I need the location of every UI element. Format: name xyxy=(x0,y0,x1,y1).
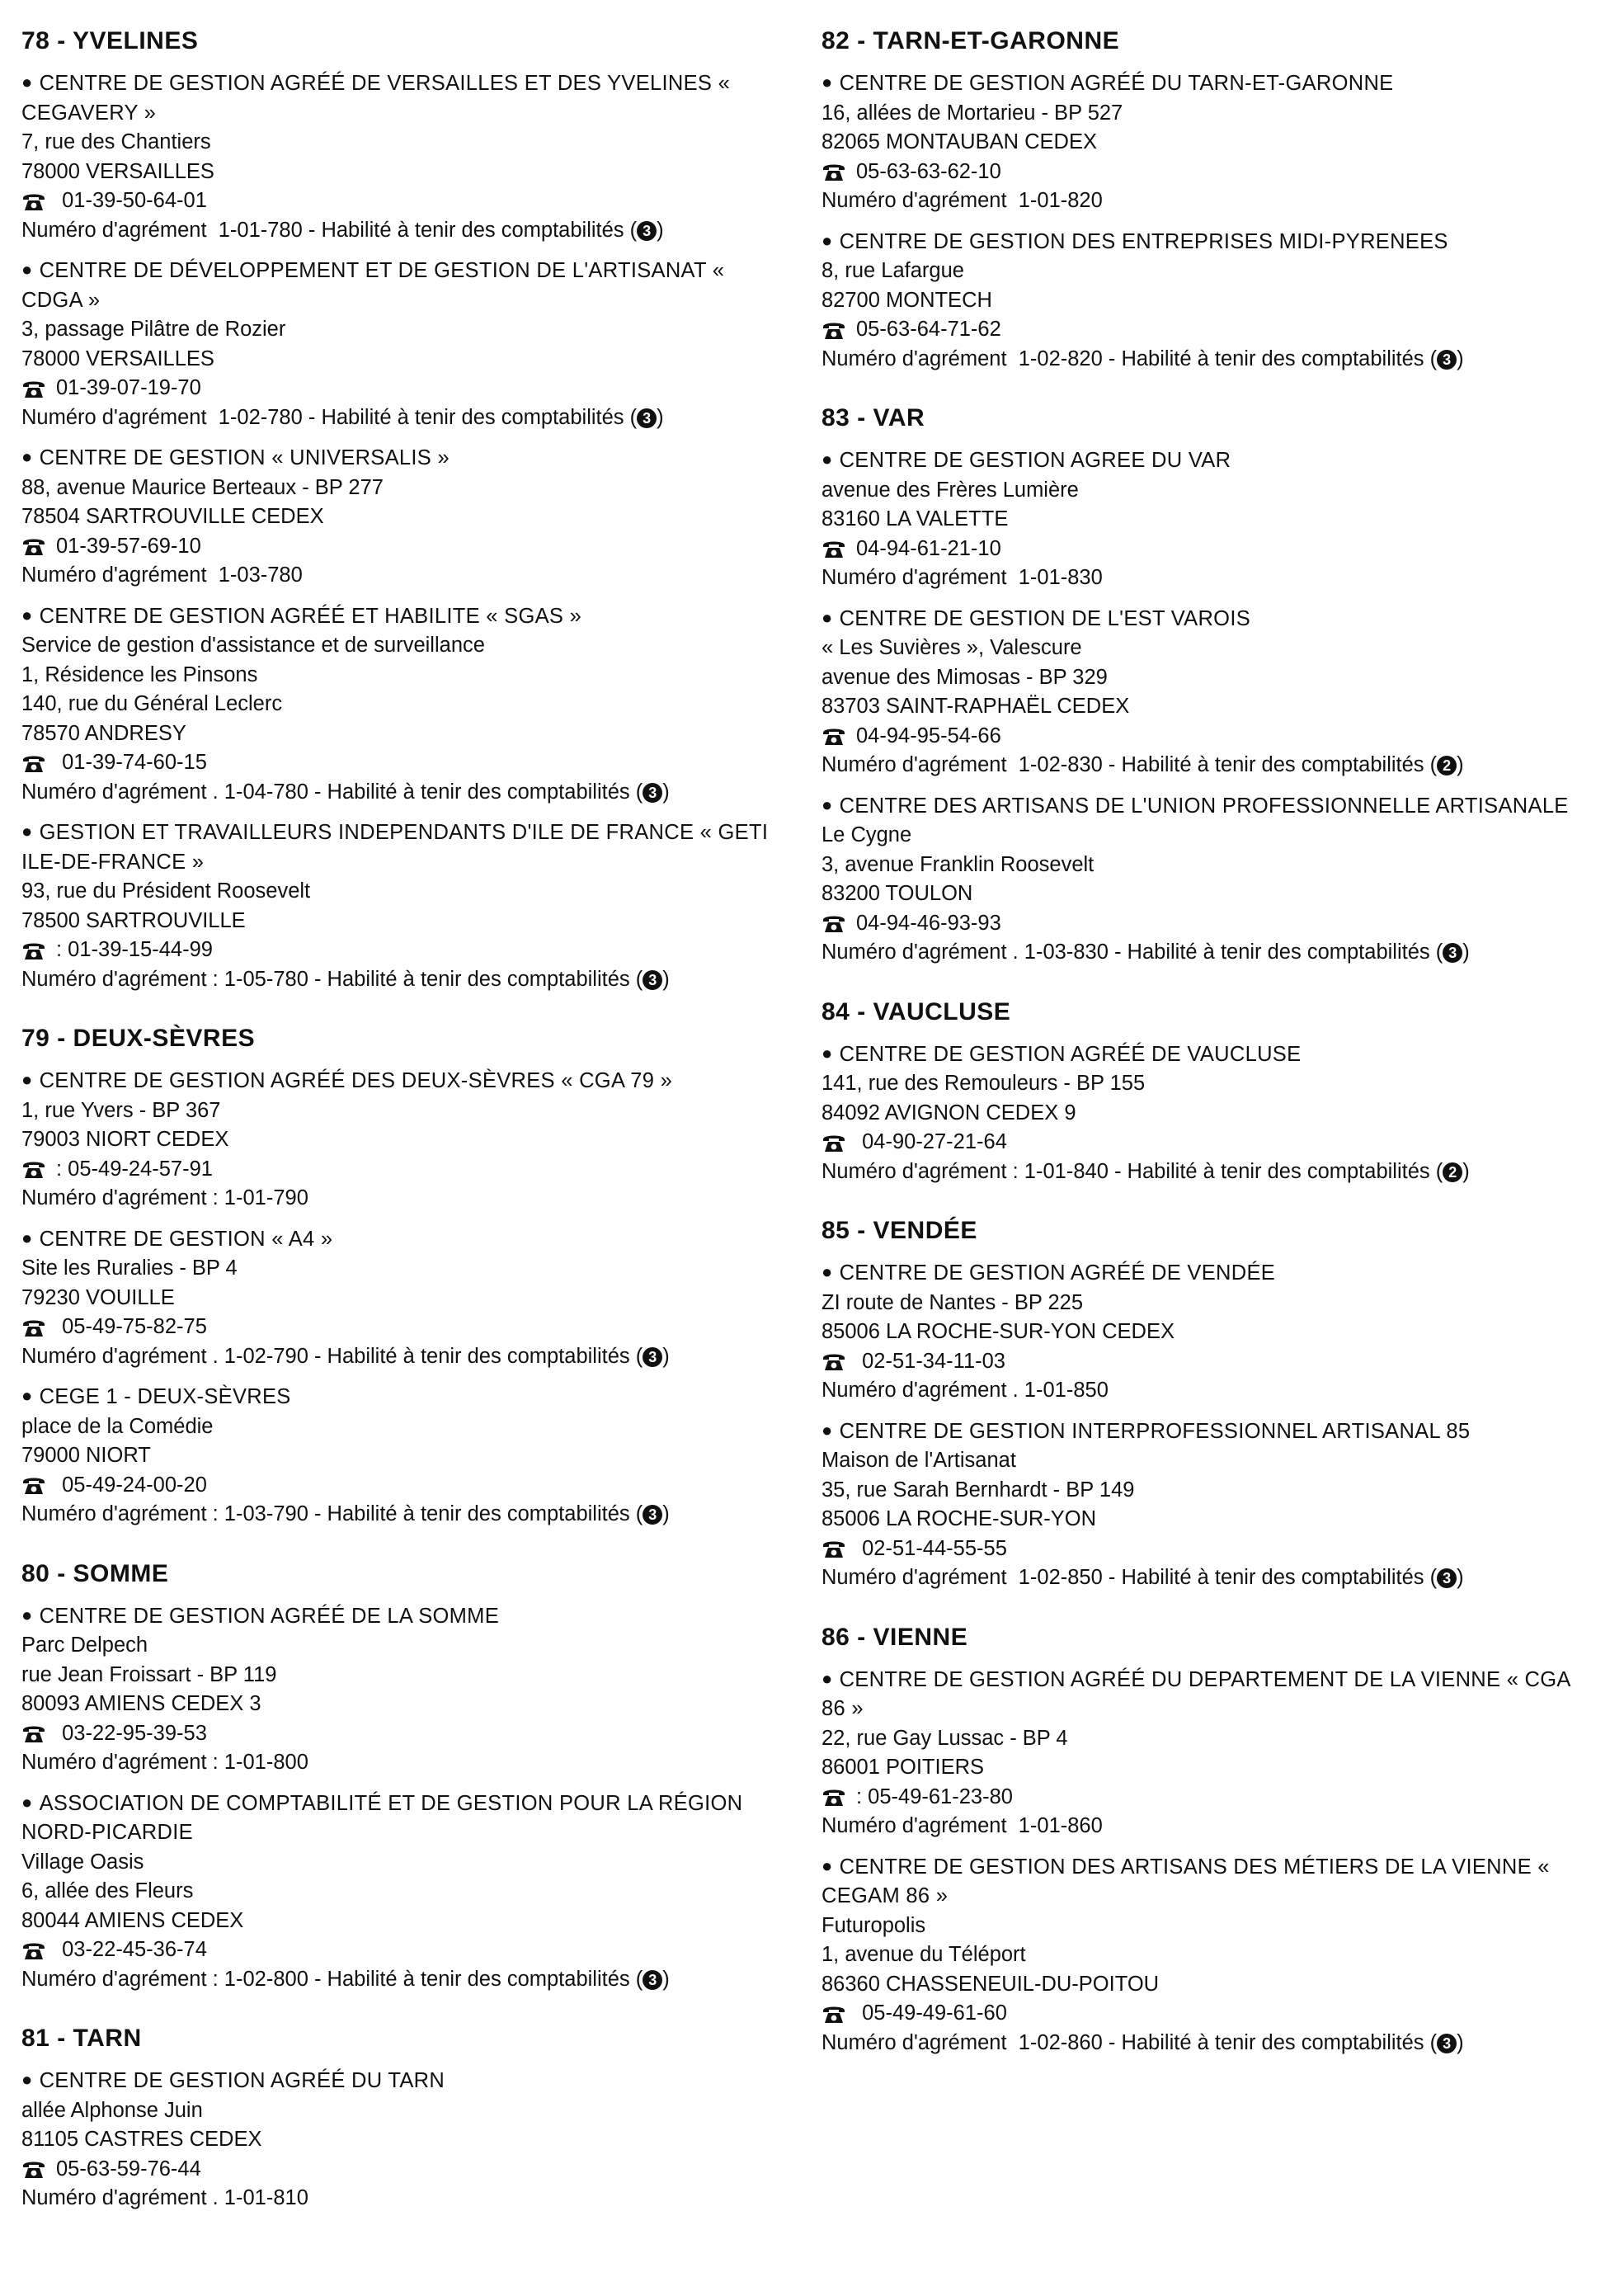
address-line: 78000 VERSAILLES xyxy=(21,159,214,183)
telephone-icon xyxy=(21,940,46,961)
agrement-line xyxy=(21,1500,780,1530)
address-line: 80093 AMIENS CEDEX 3 xyxy=(21,1692,261,1715)
directory-entry xyxy=(21,2065,780,2213)
address-line: 78500 SARTROUVILLE xyxy=(21,908,246,932)
phone-number: : 05-49-24-57-91 xyxy=(56,1157,213,1181)
department-section xyxy=(21,1558,780,1995)
agrement-line xyxy=(21,1965,780,1995)
agrement-text: Numéro d'agrément 1-02-820 - Habilité à tenir des comptabilités ( xyxy=(821,347,1438,370)
entry-name xyxy=(21,1381,780,1412)
phone-line xyxy=(21,748,780,778)
telephone-icon xyxy=(821,912,846,934)
address-line: 22, rue Gay Lussac - BP 4 xyxy=(821,1726,1068,1750)
entry-name-text: CENTRE DES ARTISANS DE L'UNION PROFESSIONNELLE ARTISANALE xyxy=(839,794,1569,818)
directory-entry xyxy=(821,603,1580,780)
entry-name-text: CENTRE DE GESTION AGRÉÉ DE VAUCLUSE xyxy=(839,1042,1302,1066)
department-heading: 84 - VAUCLUSE xyxy=(821,997,1011,1025)
entry-name-text: CENTRE DE GESTION AGRÉÉ DE VENDÉE xyxy=(839,1261,1276,1285)
phone-number: 01-39-74-60-15 xyxy=(56,751,207,774)
agrement-line xyxy=(821,186,1580,216)
phone-line xyxy=(21,186,780,216)
bullet-icon: ● xyxy=(21,1385,33,1406)
bullet-icon: ● xyxy=(21,604,33,625)
circled-number-icon: 3 xyxy=(643,1505,662,1525)
phone-line xyxy=(21,1719,780,1749)
address-line: 78000 VERSAILLES xyxy=(21,347,214,370)
phone-line xyxy=(821,1535,1580,1564)
agrement-line xyxy=(821,1812,1580,1841)
bullet-icon: ● xyxy=(21,1791,33,1813)
address-line: 88, avenue Maurice Berteaux - BP 277 xyxy=(21,475,384,499)
telephone-icon xyxy=(21,1158,46,1180)
entry-name-text: CENTRE DE GESTION AGRÉÉ DU DEPARTEMENT DE LA VIENNE « CGA 86 » xyxy=(821,1667,1576,1720)
directory-entry xyxy=(821,1851,1580,2058)
directory-entry xyxy=(21,255,780,432)
department-section xyxy=(821,1214,1580,1593)
entry-name-text: GESTION ET TRAVAILLEURS INDEPENDANTS D'ILE DE FRANCE « GETI ILE-DE-FRANCE » xyxy=(21,821,774,874)
agrement-text: Numéro d'agrément : 1-02-800 - Habilité à tenir des comptabilités ( xyxy=(21,1967,643,1991)
bullet-icon: ● xyxy=(821,794,833,815)
address-line: 3, avenue Franklin Roosevelt xyxy=(821,852,1095,876)
directory-entry xyxy=(21,1065,780,1214)
agrement-text: Numéro d'agrément : 1-01-790 xyxy=(21,1186,308,1209)
phone-line xyxy=(21,374,780,403)
agrement-line xyxy=(21,1748,780,1778)
entry-name xyxy=(821,603,1580,634)
bullet-icon: ● xyxy=(21,259,33,280)
bullet-icon: ● xyxy=(821,1042,833,1063)
address-line: 82065 MONTAUBAN CEDEX xyxy=(821,130,1097,153)
entry-name-text: CEGE 1 - DEUX-SÈVRES xyxy=(39,1385,291,1408)
closing-parenthesis: ) xyxy=(1457,1566,1464,1589)
right-column xyxy=(821,25,1580,2086)
entry-name xyxy=(821,1851,1580,1912)
address-line: 140, rue du Général Leclerc xyxy=(21,692,283,715)
address-line: Village Oasis xyxy=(21,1850,144,1874)
agrement-line xyxy=(821,563,1580,593)
circled-number-icon: 2 xyxy=(1437,756,1457,776)
address-line: Parc Delpech xyxy=(21,1634,148,1657)
phone-line xyxy=(21,1471,780,1501)
directory-entry xyxy=(21,68,780,245)
phone-number: 01-39-50-64-01 xyxy=(56,189,207,212)
phone-number: 03-22-45-36-74 xyxy=(56,1938,207,1961)
telephone-icon xyxy=(821,1786,846,1808)
bullet-icon: ● xyxy=(821,449,833,469)
bullet-icon: ● xyxy=(21,1069,33,1090)
address-line: Futuropolis xyxy=(821,1913,926,1937)
phone-number: 01-39-57-69-10 xyxy=(56,534,201,558)
address-line: place de la Comédie xyxy=(21,1414,214,1438)
department-section xyxy=(821,25,1580,374)
agrement-text: Numéro d'agrément : 1-03-790 - Habilité à tenir des comptabilités ( xyxy=(21,1502,643,1525)
address-line: 83200 TOULON xyxy=(821,882,973,905)
entry-name xyxy=(821,68,1580,99)
agrement-text: Numéro d'agrément 1-01-820 xyxy=(821,189,1103,212)
agrement-line xyxy=(21,561,780,591)
address-line: « Les Suvières », Valescure xyxy=(821,636,1082,659)
phone-line xyxy=(821,722,1580,752)
address-line: 78570 ANDRESY xyxy=(21,721,186,745)
phone-number: 02-51-34-11-03 xyxy=(856,1349,1005,1373)
directory-entry xyxy=(821,1039,1580,1187)
entry-name xyxy=(821,1664,1580,1724)
entry-name xyxy=(821,445,1580,476)
bullet-icon: ● xyxy=(21,821,33,842)
department-section xyxy=(21,2022,780,2213)
department-section xyxy=(21,1022,780,1530)
phone-line xyxy=(821,1999,1580,2029)
agrement-line xyxy=(821,1376,1580,1406)
circled-number-icon: 3 xyxy=(643,1347,662,1367)
agrement-text: Numéro d'agrément . 1-03-830 - Habilité à tenir des comptabilités ( xyxy=(821,941,1443,964)
address-line: allée Alphonse Juin xyxy=(21,2098,203,2122)
address-line: 1, Résidence les Pinsons xyxy=(21,662,258,686)
department-heading: 82 - TARN-ET-GARONNE xyxy=(821,27,1120,54)
entry-name xyxy=(21,1788,780,1848)
directory-entry xyxy=(821,68,1580,216)
entry-name-text: CENTRE DE DÉVELOPPEMENT ET DE GESTION DE L'ARTISANAT « CDGA » xyxy=(21,259,731,312)
address-line: Maison de l'Artisanat xyxy=(821,1449,1016,1472)
agrement-text: Numéro d'agrément . 1-04-780 - Habilité à tenir des comptabilités ( xyxy=(21,780,643,804)
entry-name xyxy=(821,1416,1580,1447)
entry-name-text: CENTRE DE GESTION AGRÉÉ DE VERSAILLES ET DES YVELINES « CEGAVERY » xyxy=(21,72,737,125)
entry-name xyxy=(21,817,780,877)
bullet-icon: ● xyxy=(821,229,833,251)
address-line: 141, rue des Remouleurs - BP 155 xyxy=(821,1072,1146,1095)
circled-number-icon: 3 xyxy=(637,408,657,428)
address-line: rue Jean Froissart - BP 119 xyxy=(21,1662,277,1686)
agrement-text: Numéro d'agrément : 1-05-780 - Habilité à tenir des comptabilités ( xyxy=(21,967,643,991)
circled-number-icon: 3 xyxy=(1437,1568,1457,1588)
address-line: avenue des Mimosas - BP 329 xyxy=(821,665,1108,689)
phone-number: 05-63-63-62-10 xyxy=(856,159,1001,183)
department-heading: 80 - SOMME xyxy=(21,1559,169,1587)
phone-line xyxy=(821,1783,1580,1813)
department-section xyxy=(821,996,1580,1187)
bullet-icon: ● xyxy=(821,1261,833,1282)
telephone-icon xyxy=(21,1723,46,1744)
agrement-text: Numéro d'agrément . 1-01-810 xyxy=(21,2186,308,2209)
directory-entry xyxy=(21,1381,780,1530)
agrement-text: Numéro d'agrément 1-02-860 - Habilité à tenir des comptabilités ( xyxy=(821,2030,1438,2054)
directory-entry xyxy=(21,442,780,591)
directory-entry xyxy=(821,1664,1580,1841)
phone-line xyxy=(21,1155,780,1185)
circled-number-icon: 3 xyxy=(637,221,657,241)
entry-name-text: CENTRE DE GESTION « A4 » xyxy=(39,1227,333,1251)
agrement-line xyxy=(21,2184,780,2213)
entry-name-text: CENTRE DE GESTION DES ENTREPRISES MIDI-PYRENEES xyxy=(839,229,1448,253)
department-heading: 78 - YVELINES xyxy=(21,27,199,54)
left-column xyxy=(21,25,780,2242)
telephone-icon xyxy=(21,191,46,212)
directory-entry xyxy=(21,1223,780,1372)
closing-parenthesis: ) xyxy=(662,780,670,804)
closing-parenthesis: ) xyxy=(662,967,670,991)
address-line: 83160 LA VALETTE xyxy=(821,507,1009,530)
directory-entry xyxy=(21,1601,780,1778)
telephone-icon xyxy=(21,535,46,557)
phone-line xyxy=(21,532,780,562)
entry-name xyxy=(821,226,1580,257)
address-line: 85006 LA ROCHE-SUR-YON CEDEX xyxy=(821,1320,1175,1343)
telephone-icon xyxy=(21,1474,46,1496)
closing-parenthesis: ) xyxy=(657,218,664,242)
agrement-line xyxy=(21,965,780,995)
department-section xyxy=(821,402,1580,968)
directory-entry xyxy=(821,1416,1580,1593)
address-line: 35, rue Sarah Bernhardt - BP 149 xyxy=(821,1478,1135,1502)
entry-name-text: ASSOCIATION DE COMPTABILITÉ ET DE GESTION POUR LA RÉGION NORD-PICARDIE xyxy=(21,1791,749,1844)
entry-name xyxy=(821,790,1580,822)
phone-number: : 05-49-61-23-80 xyxy=(856,1784,1013,1808)
agrement-text: Numéro d'agrément : 1-01-800 xyxy=(21,1751,308,1774)
phone-number: 03-22-95-39-53 xyxy=(56,1721,207,1745)
address-line: 16, allées de Mortarieu - BP 527 xyxy=(821,101,1123,125)
phone-line xyxy=(821,158,1580,187)
entry-name-text: CENTRE DE GESTION AGRÉÉ DES DEUX-SÈVRES « CGA 79 » xyxy=(39,1069,673,1092)
entry-name-text: CENTRE DE GESTION AGRÉÉ DU TARN xyxy=(39,2069,445,2092)
department-heading: 85 - VENDÉE xyxy=(821,1217,977,1244)
agrement-line xyxy=(21,216,780,246)
address-line: 81105 CASTRES CEDEX xyxy=(21,2128,262,2151)
bullet-icon: ● xyxy=(21,1227,33,1248)
address-line: 8, rue Lafargue xyxy=(821,259,964,282)
address-line: Site les Ruralies - BP 4 xyxy=(21,1256,238,1280)
agrement-text: Numéro d'agrément . 1-01-850 xyxy=(821,1379,1109,1402)
bullet-icon: ● xyxy=(821,1855,833,1876)
phone-number: 04-90-27-21-64 xyxy=(856,1130,1007,1153)
telephone-icon xyxy=(821,1538,846,1559)
bullet-icon: ● xyxy=(821,1667,833,1689)
directory-entry xyxy=(821,226,1580,375)
address-line: 78504 SARTROUVILLE CEDEX xyxy=(21,505,324,528)
address-line: 3, passage Pilâtre de Rozier xyxy=(21,318,286,341)
agrement-text: Numéro d'agrément 1-01-830 xyxy=(821,566,1103,589)
telephone-icon xyxy=(821,725,846,747)
agrement-text: Numéro d'agrément : 1-01-840 - Habilité à tenir des comptabilités ( xyxy=(821,1159,1443,1183)
entry-name xyxy=(21,601,780,632)
entry-name xyxy=(821,1039,1580,1070)
address-line: 80044 AMIENS CEDEX xyxy=(21,1908,244,1932)
address-line: ZI route de Nantes - BP 225 xyxy=(821,1290,1084,1314)
address-line: 79000 NIORT xyxy=(21,1444,151,1467)
agrement-line xyxy=(21,403,780,433)
address-line: Service de gestion d'assistance et de surveillance xyxy=(21,634,485,657)
address-line: 86001 POITIERS xyxy=(821,1756,985,1779)
phone-number: 04-94-46-93-93 xyxy=(856,911,1001,935)
address-line: 86360 CHASSENEUIL-DU-POITOU xyxy=(821,1972,1160,1996)
bullet-icon: ● xyxy=(21,1604,33,1625)
circled-number-icon: 3 xyxy=(1443,943,1462,963)
telephone-icon xyxy=(821,319,846,341)
phone-line xyxy=(21,2155,780,2185)
telephone-icon xyxy=(21,1940,46,1961)
closing-parenthesis: ) xyxy=(1457,347,1464,370)
telephone-icon xyxy=(821,538,846,559)
agrement-line xyxy=(21,1342,780,1372)
circled-number-icon: 3 xyxy=(1437,2034,1457,2053)
telephone-icon xyxy=(21,752,46,774)
phone-number: 04-94-61-21-10 xyxy=(856,536,1001,560)
agrement-line xyxy=(21,1184,780,1214)
address-line: avenue des Frères Lumière xyxy=(821,478,1079,502)
phone-line xyxy=(821,315,1580,345)
address-line: 79230 VOUILLE xyxy=(21,1285,175,1309)
address-line: 82700 MONTECH xyxy=(821,288,992,312)
entry-name-text: CENTRE DE GESTION AGRÉÉ DE LA SOMME xyxy=(39,1604,500,1628)
agrement-text: Numéro d'agrément 1-02-850 - Habilité à tenir des comptabilités ( xyxy=(821,1566,1438,1589)
entry-name-text: CENTRE DE GESTION « UNIVERSALIS » xyxy=(39,446,450,469)
closing-parenthesis: ) xyxy=(657,405,664,429)
agrement-line xyxy=(821,1563,1580,1593)
closing-parenthesis: ) xyxy=(662,1967,670,1991)
address-line: 7, rue des Chantiers xyxy=(21,130,211,153)
address-line: 6, allée des Fleurs xyxy=(21,1879,194,1902)
telephone-icon xyxy=(821,2003,846,2025)
agrement-line xyxy=(821,751,1580,780)
agrement-text: Numéro d'agrément 1-01-780 - Habilité à tenir des comptabilités ( xyxy=(21,218,638,242)
telephone-icon xyxy=(21,2158,46,2180)
phone-number: 05-49-24-00-20 xyxy=(56,1473,207,1497)
entry-name xyxy=(21,442,780,474)
address-line: 84092 AVIGNON CEDEX 9 xyxy=(821,1101,1076,1124)
agrement-line xyxy=(821,345,1580,375)
closing-parenthesis: ) xyxy=(662,1344,670,1368)
entry-name-text: CENTRE DE GESTION DE L'EST VAROIS xyxy=(839,606,1251,630)
telephone-icon xyxy=(21,1317,46,1338)
circled-number-icon: 3 xyxy=(643,783,662,803)
entry-name xyxy=(21,1223,780,1255)
address-line: 85006 LA ROCHE-SUR-YON xyxy=(821,1507,1097,1530)
address-line: 1, rue Yvers - BP 367 xyxy=(21,1098,221,1122)
agrement-text: Numéro d'agrément 1-03-780 xyxy=(21,563,303,587)
address-line: 83703 SAINT-RAPHAËL CEDEX xyxy=(821,695,1130,718)
entry-name-text: CENTRE DE GESTION AGRÉÉ ET HABILITE « SGAS » xyxy=(39,604,582,628)
phone-number: : 01-39-15-44-99 xyxy=(56,938,213,961)
address-line: 93, rue du Président Roosevelt xyxy=(21,879,311,903)
department-section xyxy=(821,1621,1580,2058)
bullet-icon: ● xyxy=(821,1419,833,1440)
phone-number: 01-39-07-19-70 xyxy=(56,376,201,399)
entry-name-text: CENTRE DE GESTION AGRÉÉ DU TARN-ET-GARONNE xyxy=(839,72,1394,95)
phone-line xyxy=(21,936,780,965)
department-section xyxy=(21,25,780,994)
agrement-line xyxy=(21,778,780,808)
phone-line xyxy=(821,1347,1580,1377)
entry-name xyxy=(21,1065,780,1096)
entry-name-text: CENTRE DE GESTION INTERPROFESSIONNEL ARTISANAL 85 xyxy=(839,1419,1471,1443)
entry-name xyxy=(21,68,780,128)
directory-entry xyxy=(21,817,780,994)
department-heading: 86 - VIENNE xyxy=(821,1623,968,1651)
department-heading: 81 - TARN xyxy=(21,2025,142,2052)
telephone-icon xyxy=(821,161,846,182)
closing-parenthesis: ) xyxy=(1462,941,1470,964)
entry-name xyxy=(21,1601,780,1632)
circled-number-icon: 3 xyxy=(643,970,662,990)
bullet-icon: ● xyxy=(21,72,33,92)
entry-name xyxy=(821,1257,1580,1289)
address-line: 79003 NIORT CEDEX xyxy=(21,1128,229,1151)
telephone-icon xyxy=(21,378,46,399)
department-heading: 79 - DEUX-SÈVRES xyxy=(21,1025,256,1052)
address-line: Le Cygne xyxy=(821,823,912,846)
phone-number: 05-63-59-76-44 xyxy=(56,2157,201,2180)
agrement-text: Numéro d'agrément 1-02-780 - Habilité à tenir des comptabilités ( xyxy=(21,405,638,429)
circled-number-icon: 3 xyxy=(643,1970,662,1990)
entry-name-text: CENTRE DE GESTION DES ARTISANS DES MÉTIERS DE LA VIENNE « CEGAM 86 » xyxy=(821,1855,1556,1907)
bullet-icon: ● xyxy=(21,446,33,467)
closing-parenthesis: ) xyxy=(662,1502,670,1525)
bullet-icon: ● xyxy=(821,606,833,628)
phone-number: 05-63-64-71-62 xyxy=(856,318,1001,341)
directory-entry xyxy=(821,1257,1580,1406)
phone-line xyxy=(21,1313,780,1342)
phone-number: 02-51-44-55-55 xyxy=(856,1536,1007,1560)
phone-line xyxy=(821,909,1580,939)
address-line: 1, avenue du Téléport xyxy=(821,1943,1026,1966)
bullet-icon: ● xyxy=(21,2069,33,2090)
telephone-icon xyxy=(821,1132,846,1153)
phone-line xyxy=(821,535,1580,564)
closing-parenthesis: ) xyxy=(1457,2030,1464,2054)
department-heading: 83 - VAR xyxy=(821,404,925,431)
bullet-icon: ● xyxy=(821,72,833,92)
entry-name xyxy=(21,2065,780,2096)
phone-number: 05-49-49-61-60 xyxy=(856,2001,1007,2025)
agrement-line xyxy=(821,938,1580,968)
agrement-text: Numéro d'agrément . 1-02-790 - Habilité à tenir des comptabilités ( xyxy=(21,1344,643,1368)
agrement-line xyxy=(821,1157,1580,1187)
circled-number-icon: 2 xyxy=(1443,1162,1462,1182)
directory-entry xyxy=(821,790,1580,968)
agrement-line xyxy=(821,2029,1580,2058)
phone-line xyxy=(21,1935,780,1965)
directory-entry xyxy=(821,445,1580,593)
directory-entry xyxy=(21,601,780,808)
closing-parenthesis: ) xyxy=(1457,753,1464,776)
entry-name-text: CENTRE DE GESTION AGREE DU VAR xyxy=(839,449,1231,472)
agrement-text: Numéro d'agrément 1-01-860 xyxy=(821,1814,1103,1837)
phone-line xyxy=(821,1128,1580,1157)
agrement-text: Numéro d'agrément 1-02-830 - Habilité à tenir des comptabilités ( xyxy=(821,753,1438,776)
phone-number: 04-94-95-54-66 xyxy=(856,724,1001,747)
phone-number: 05-49-75-82-75 xyxy=(56,1315,207,1338)
telephone-icon xyxy=(821,1351,846,1372)
directory-entry xyxy=(21,1788,780,1995)
circled-number-icon: 3 xyxy=(1437,350,1457,370)
entry-name xyxy=(21,255,780,315)
closing-parenthesis: ) xyxy=(1462,1159,1470,1183)
